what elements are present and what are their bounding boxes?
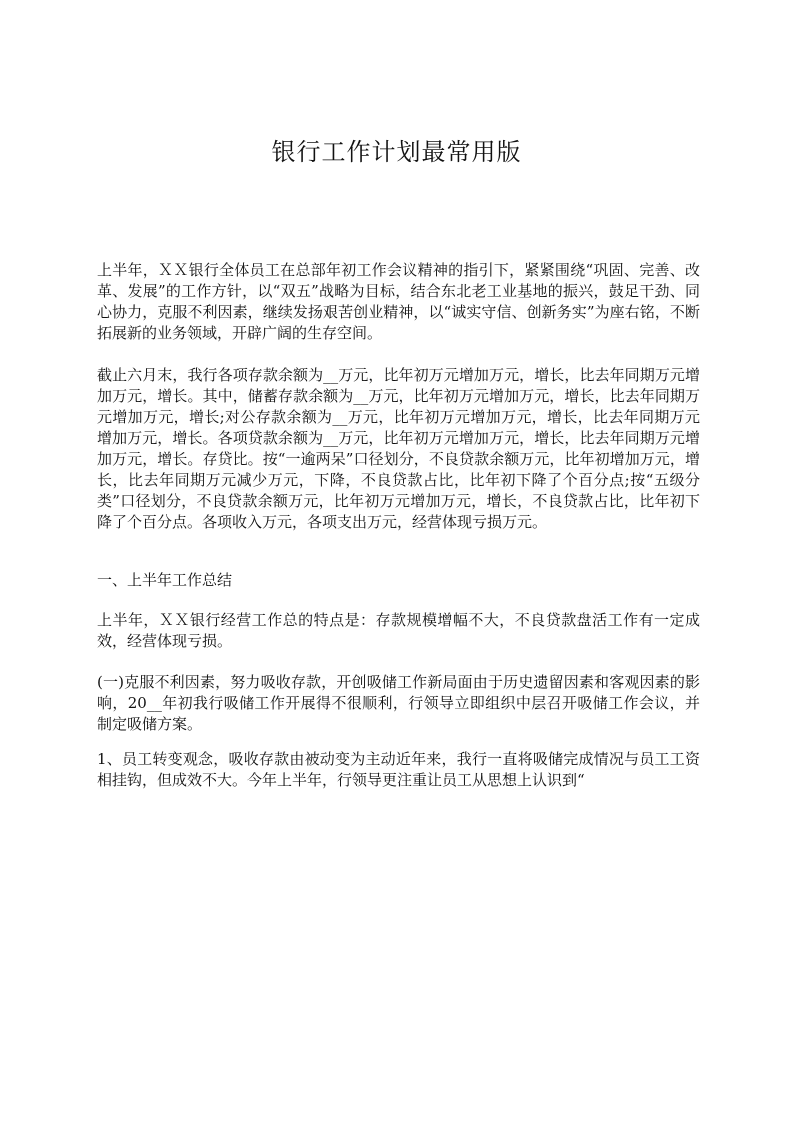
document-title: 银行工作计划最常用版: [271, 138, 522, 166]
section-heading: 一、上半年工作总结: [97, 571, 233, 589]
figures-paragraph: 截止六月末，我行各项存款余额为__万元，比年初万元增加万元，增长，比去年同期万元增加万元，增长。其中，储蓄存款余额为__万元，比年初万元增加万元，增长，比去年同期万元增加万元，增长;对公存款余额为__万元，比年初万元增加万元，增长，比去年同期万元增加万元，增长。各项贷款余额为__万元，比年初万元增加万元，增长，比去年同期万元增加万元，增长。存贷比。按“一逾两呆”口径划分，不良贷款余额万元，比年初增加万元，增长，比去年同期万元减少万元，下降，不良贷款占比，比年初下降了个百分点;按“五级分类”口径划分，不良贷款余额万元，比年初万元增加万元，增长，不良贷款占比，比年初下降了个百分点。各项收入万元，各项支出万元，经营体现亏损万元。: [97, 366, 700, 531]
item-paragraph: 1、员工转变观念，吸收存款由被动变为主动近年来，我行一直将吸储完成情况与员工工资相挂钩，但成效不大。今年上半年，行领导更注重让员工从思想上认识到“: [97, 750, 700, 789]
subsection-paragraph: (一)克服不利因素，努力吸收存款，开创吸储工作新局面由于历史遗留因素和客观因素的影响，20__年初我行吸储工作开展得不很顺利，行领导立即组织中层召开吸储工作会议，并制定吸储方案。: [97, 673, 700, 733]
intro-paragraph: 上半年，ＸＸ银行全体员工在总部年初工作会议精神的指引下，紧紧围绕“巩固、完善、改革、发展”的工作方针，以“双五”战略为目标，结合东北老工业基地的振兴，鼓足干劲、同心协力，克服不利因素，继续发扬艰苦创业精神，以“诚实守信、创新务实”为座右铭，不断拓展新的业务领域，开辟广阔的生存空间。: [97, 261, 700, 342]
summary-paragraph: 上半年，ＸＸ银行经营工作总的特点是：存款规模增幅不大，不良贷款盘活工作有一定成效，经营体现亏损。: [97, 611, 700, 650]
